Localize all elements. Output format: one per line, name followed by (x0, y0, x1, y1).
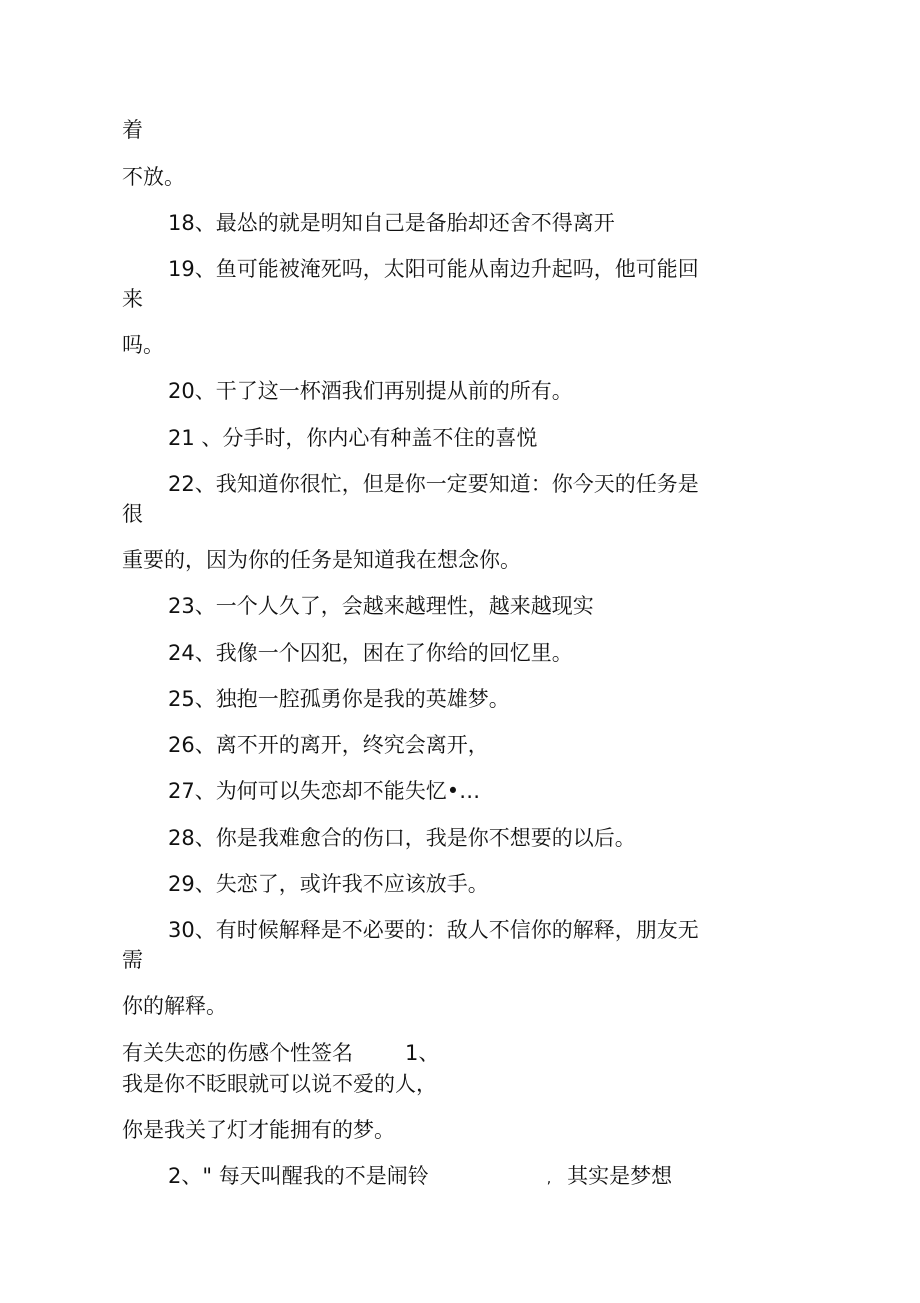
text-line: 你的解释。 (122, 994, 227, 1018)
text-line: 来 (122, 287, 143, 311)
list-item-21: 21 、分手时，你内心有种盖不住的喜悦 (168, 426, 538, 450)
list-item-18: 18、最怂的就是明知自己是备胎却还舍不得离开 (168, 211, 615, 235)
section-heading (122, 1040, 439, 1066)
text-line: 需 (122, 948, 143, 972)
text-line: 我是你不眨眼就可以说不爱的人， (122, 1072, 437, 1096)
list-item-29: 29、失恋了，或许我不应该放手。 (168, 872, 489, 896)
comma: , (546, 1171, 552, 1187)
list-item-26: 26、离不开的离开，终究会离开， (168, 733, 489, 757)
section-title: 有关失恋的伤感个性签名 (122, 1041, 353, 1065)
list-item-28: 28、你是我难愈合的伤口，我是你不想要的以后。 (168, 826, 636, 850)
list-item-2 (168, 1163, 672, 1192)
list-item-2-text: 2、" 每天叫醒我的不是闹铃 (168, 1164, 429, 1188)
text-line: 不放。 (122, 165, 185, 189)
list-item-2-tail: 其实是梦想 (567, 1164, 673, 1188)
list-item-24: 24、我像一个囚犯，困在了你给的回忆里。 (168, 641, 573, 665)
list-item-20: 20、干了这一杯酒我们再别提从前的所有。 (168, 379, 573, 403)
text-line: 着 (122, 118, 143, 142)
text-line: 重要的，因为你的任务是知道我在想念你。 (122, 548, 521, 572)
text-line: 吗。 (122, 333, 164, 357)
text-line: 你是我关了灯才能拥有的梦。 (122, 1118, 395, 1142)
list-item-22: 22、我知道你很忙，但是你一定要知道：你今天的任务是 (168, 472, 699, 496)
list-item-23: 23、一个人久了，会越来越理性，越来越现实 (168, 594, 594, 618)
text-line: 很 (122, 502, 143, 526)
list-item-27: 27、为何可以失恋却不能失忆•… (168, 779, 481, 803)
list-item-19: 19、鱼可能被淹死吗，太阳可能从南边升起吗，他可能回 (168, 257, 699, 281)
list-item-30: 30、有时候解释是不必要的：敌人不信你的解释，朋友无 (168, 918, 699, 942)
list-item-25: 25、独抱一腔孤勇你是我的英雄梦。 (168, 687, 510, 711)
section-number: 1、 (405, 1041, 440, 1065)
